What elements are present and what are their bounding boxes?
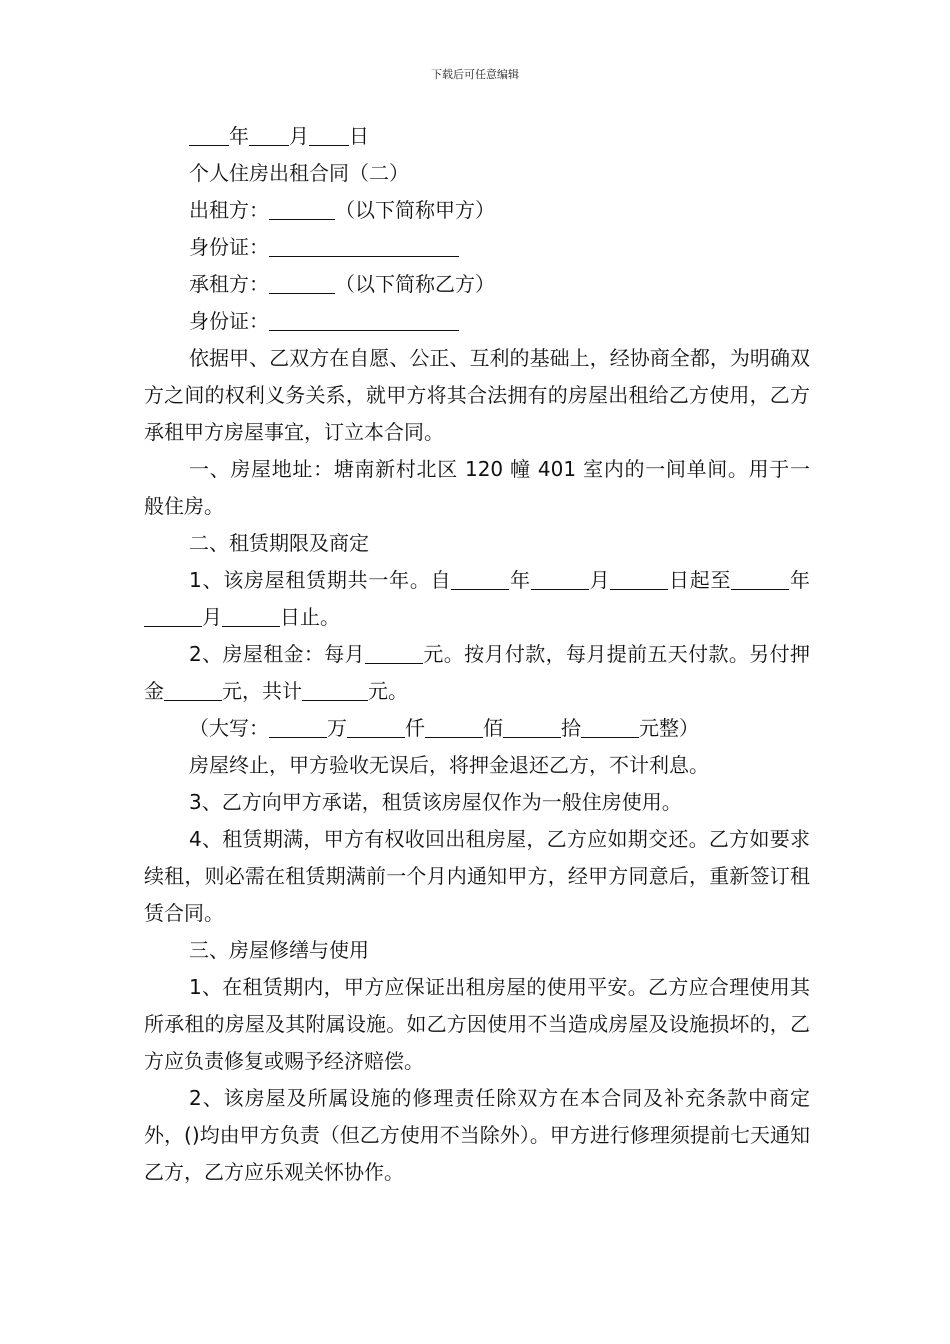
section2-item4-expiry: 4、租赁期满，甲方有权收回出租房屋，乙方应如期交还。乙方如要求续租，则必需在租赁期满前一个月内通知甲方，经甲方同意后，重新签订租赁合同。	[144, 827, 810, 925]
start-day-blank[interactable]	[610, 569, 668, 590]
end-month-blank[interactable]	[144, 606, 202, 627]
total-blank[interactable]	[302, 680, 368, 701]
lessor-line: 出租方： （以下简称甲方）	[189, 198, 495, 222]
lessee-name-blank[interactable]	[269, 273, 335, 294]
deposit-blank[interactable]	[164, 680, 222, 701]
section3-title: 三、房屋修缮与使用	[189, 938, 369, 962]
section2-title: 二、租赁期限及商定	[189, 531, 369, 555]
end-day-blank[interactable]	[222, 606, 280, 627]
monthly-rent-blank[interactable]	[365, 643, 423, 664]
start-year-blank[interactable]	[451, 569, 509, 590]
lessor-id-blank[interactable]	[269, 236, 459, 257]
start-month-blank[interactable]	[531, 569, 589, 590]
section3-item2-repairs: 2、该房屋及所属设施的修理责任除双方在本合同及补充条款中商定外，()均由甲方负责（但乙方使用不当除外）。甲方进行修理须提前七天通知乙方，乙方应乐观关怀协作。	[144, 1086, 810, 1184]
month-blank[interactable]	[249, 125, 289, 146]
termination-paragraph: 房屋终止，甲方验收无误后，将押金退还乙方，不计利息。	[189, 753, 709, 777]
section1-address: 一、房屋地址：塘南新村北区 120 幢 401 室内的一间单间。用于一般住房。	[144, 457, 810, 518]
end-year-blank[interactable]	[731, 569, 789, 590]
preamble-paragraph: 依据甲、乙双方在自愿、公正、互利的基础上，经协商全都，为明确双方之间的权利义务关系，就甲方将其合法拥有的房屋出租给乙方使用，乙方承租甲方房屋事宜，订立本合同。	[144, 346, 810, 444]
day-blank[interactable]	[309, 125, 349, 146]
bai-blank[interactable]	[425, 717, 483, 738]
page-header-note: 下载后可任意编辑	[431, 68, 519, 81]
section2-item3-usage: 3、乙方向甲方承诺，租赁该房屋仅作为一般住房使用。	[189, 790, 682, 814]
section2-item1-term: 1、该房屋租赁期共一年。自 年 月 日起至 年月 日止。	[144, 562, 810, 636]
lessee-line: 承租方： （以下简称乙方）	[189, 272, 495, 296]
wan-blank[interactable]	[269, 717, 327, 738]
lessee-id-line: 身份证：	[144, 303, 810, 340]
amount-in-words-line: （大写： 万 仟 佰 拾 元整）	[189, 716, 699, 740]
section3-item1-safety: 1、在租赁期内，甲方应保证出租房屋的使用平安。乙方应合理使用其所承租的房屋及其附属设施。如乙方因使用不当造成房屋及设施损坏的，乙方应负责修复或赐予经济赔偿。	[144, 975, 810, 1073]
lessor-id-line: 身份证：	[144, 229, 810, 266]
contract-body	[144, 118, 810, 1191]
date-line: 年 月 日	[144, 118, 810, 155]
section2-item2-rent: 2、房屋租金：每月 元。按月付款，每月提前五天付款。另付押金 元，共计 元。	[144, 642, 810, 703]
qian-blank[interactable]	[347, 717, 405, 738]
lessee-id-blank[interactable]	[269, 310, 459, 331]
lessor-name-blank[interactable]	[269, 199, 335, 220]
year-blank[interactable]	[189, 125, 229, 146]
yuan-blank[interactable]	[581, 717, 639, 738]
shi-blank[interactable]	[503, 717, 561, 738]
contract-title: 个人住房出租合同（二）	[189, 161, 409, 185]
